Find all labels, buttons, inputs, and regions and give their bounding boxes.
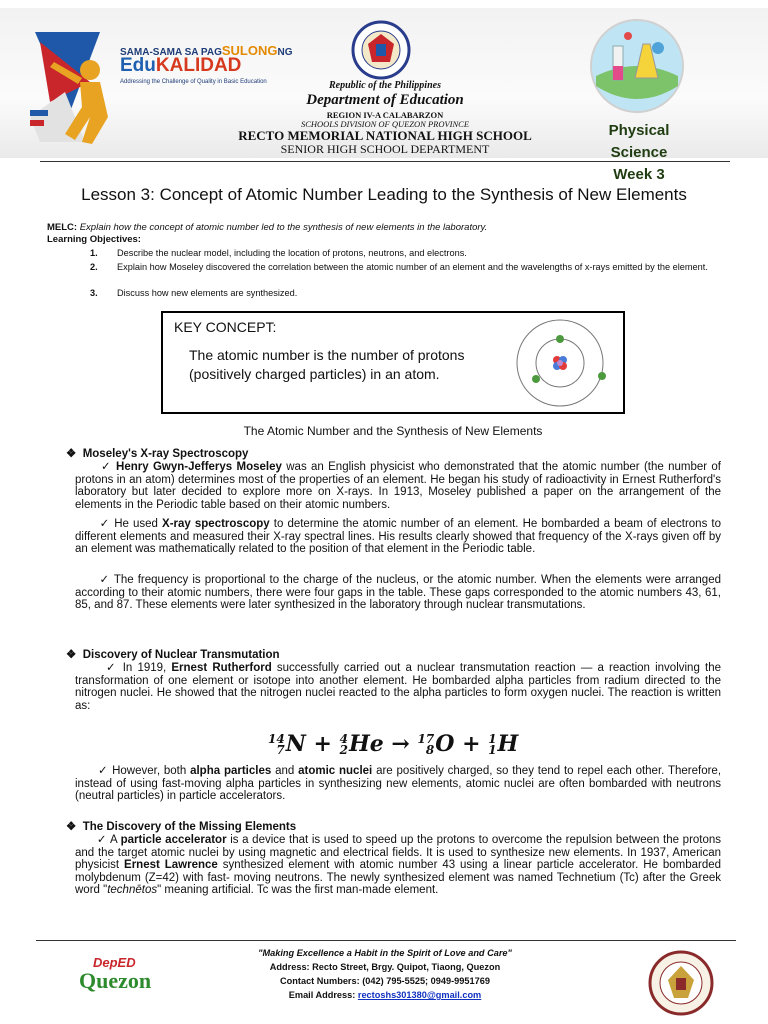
subject-label: Physical Science Week 3 [608,122,670,183]
footer-address: Address: Recto Street, Brgy. Quipot, Tiaong, Quezon [269,962,501,972]
moseley-heading: ❖ Moseley's X-ray Spectroscopy [66,448,249,460]
deped-quezon-logo: DepED Quezon [79,955,152,993]
learning-objectives-title: Learning Objectives: [47,234,141,245]
reaction-arrow: → [391,731,410,757]
moseley-paragraph-3: ✓ The frequency is proportional to the charge of the nucleus, or the atomic number. When the elements were arranged according to their atomic numbers, there were four gaps in the table. These gaps corresponded to the atomic numbers 43, 61, 85, and 87. These elements were later synthesized in the laboratory through nuclear transmutations. [75,574,721,612]
republic-heading: Republic of the Philippines [329,80,441,91]
key-concept-label: KEY CONCEPT: [174,319,277,335]
edukalidad-tagline: Addressing the Challenge of Quality in Basic Education [120,79,267,85]
objective-item: 3. Discuss how new elements are synthesized. [90,288,298,298]
melc-line: MELC: Explain how the concept of atomic number led to the synthesis of new elements in the laboratory. [47,222,488,233]
footer-contact: Contact Numbers: (042) 795-5525; 0949-9951769 [280,976,490,986]
region-heading: REGION IV-A CALABARZON [326,110,444,120]
diamond-bullet-icon: ❖ [66,649,77,661]
atom-model-icon [505,318,615,408]
transmutation-paragraph-1: ✓ In 1919, Ernest Rutherford successfully carried out a nuclear transmutation reaction — a reaction involving the transformation of one element or isotope into another element. He bombarded alpha particles from radium directed to the nitrogen nuclei. He showed that the nitrogen nuclei reacted to the alpha particles to form oxygen nuclei. The reaction is written as: [75,662,721,712]
school-department: SENIOR HIGH SCHOOL DEPARTMENT [280,142,490,156]
transmutation-heading: ❖ Discovery of Nuclear Transmutation [66,649,280,661]
checkmark-icon: ✓ [105,662,118,674]
isotope-notation: 14 7 [268,732,285,757]
missing-elements-paragraph: ✓ A particle accelerator is a device that is used to speed up the protons to overcome the repulsion between the protons and the target atomic nuclei by using magnetic and electrical fields. It is used to synthesize new elements. In 1937, American physicist Ernest Lawrence synthesized element with atomic number 43 using a linear particle accelerator. He bombarded molybdenum (Z=42) with fast- moving neutrons. The newly synthesized element was named Technetium (Tc) after the Greek word "technētos" meaning artificial. Tc was the first man-made element. [75,834,722,897]
footer-divider [36,940,736,941]
deped-seal-logo [350,20,412,80]
checkmark-icon: ✓ [96,834,107,846]
nuclear-reaction-equation: 14 7 N + 4 2 He → 17 8 O + 1 1 H [268,731,519,757]
objective-item: 1. Describe the nuclear model, including the location of protons, neutrons, and electrons. [90,248,467,258]
edukalidad-figure-logo [30,22,125,147]
isotope-notation: 4 2 [339,732,348,757]
department-heading: Department of Education [306,92,464,108]
section-title: The Atomic Number and the Synthesis of New Elements [243,424,543,438]
isotope-notation: 1 1 [488,732,497,757]
isotope-notation: 17 8 [417,732,435,757]
science-globe-icon [588,16,686,116]
moseley-paragraph-2: ✓ He used X-ray spectroscopy to determine the atomic number of an element. He bombarded a beam of electrons to different elements and measured their X-ray spectral lines. His results clearly showed that frequency of the X-rays given off by an element was mathematically related to the position of that element in the Periodic table. [75,518,722,556]
transmutation-paragraph-2: ✓ However, both alpha particles and atomic nuclei are positively charged, so they tend to repel each other. Therefore, instead of using fast-moving alpha particles in synthesizing new elements, atomic nuclei are often bombarded with neutrons (neutral particles) in particle accelerators. [75,765,722,803]
email-link[interactable]: rectoshs301380@gmail.com [357,990,482,1000]
diamond-bullet-icon: ❖ [66,821,77,833]
footer-email: Email Address: rectoshs301380@gmail.com [288,990,482,1000]
division-heading: SCHOOLS DIVISION OF QUEZON PROVINCE [300,119,470,129]
school-name: RECTO MEMORIAL NATIONAL HIGH SCHOOL [238,128,532,143]
checkmark-icon: ✓ [97,765,109,777]
checkmark-icon: ✓ [100,461,112,473]
sama-sama-slogan: SAMA-SAMA SA PAGSULONGNG [120,43,293,58]
footer-motto: "Making Excellence a Habit in the Spirit of Love and Care" [258,948,512,958]
moseley-paragraph-1: ✓ Henry Gwyn-Jefferys Moseley was an English physicist who demonstrated that the atomic number (the number of protons in an atom) determines most of the properties of an element. He began his study of radioactivity in Ernest Rutherford's laboratory but later decided to explore more on X-rays. In 1913, Moseley published a paper on the arrangement of the elements in the Periodic table based on their atomic numbers. [75,461,722,511]
key-concept-text: The atomic number is the number of protons (positively charged particles) in an atom. [189,347,465,382]
diamond-bullet-icon: ❖ [66,448,77,460]
header-divider [40,161,730,162]
objective-item: 2. Explain how Moseley discovered the correlation between the atomic number of an element and the wavelengths of x-rays emitted by the element. [90,262,708,272]
checkmark-icon: ✓ [99,518,111,530]
school-seal-logo [648,950,714,1016]
edukalidad-wordmark: EduKALIDAD [120,55,242,76]
missing-elements-heading: ❖ The Discovery of the Missing Elements [66,821,297,833]
lesson-title: Lesson 3: Concept of Atomic Number Leading to the Synthesis of New Elements [81,185,687,204]
checkmark-icon: ✓ [99,574,110,586]
